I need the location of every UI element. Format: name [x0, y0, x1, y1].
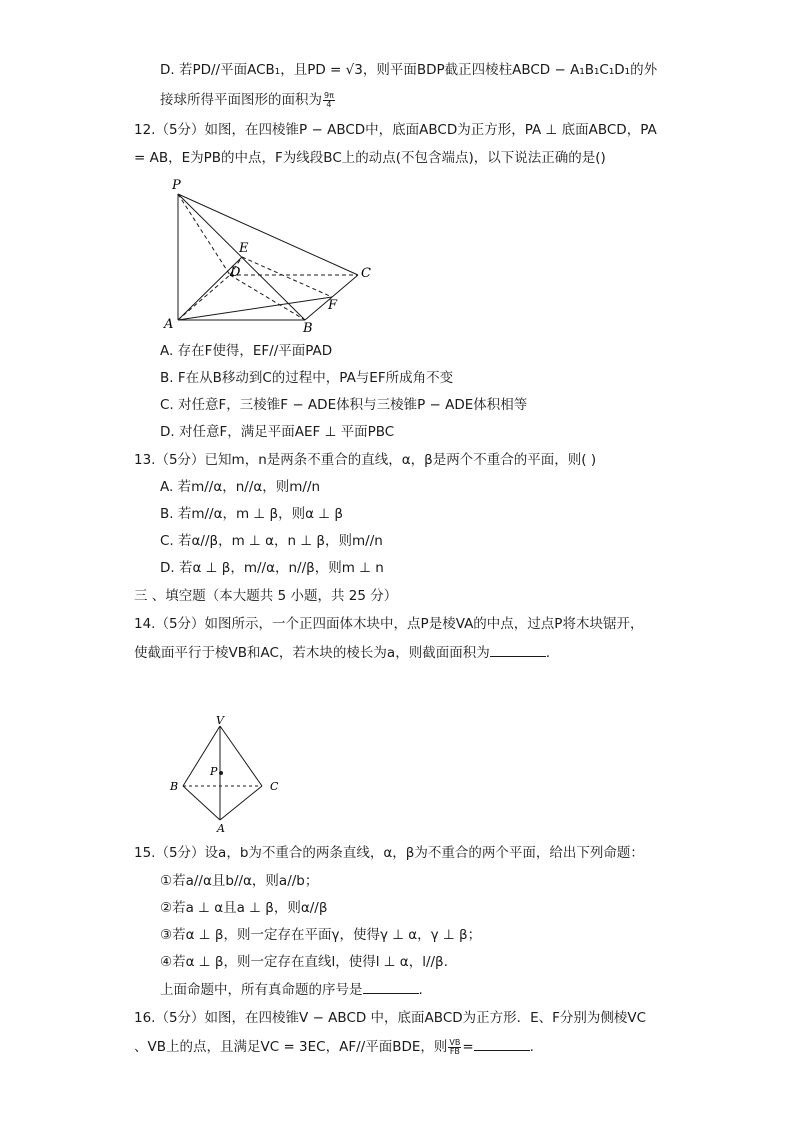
label-f: F	[328, 298, 338, 313]
q16-answer-blank	[474, 1036, 530, 1051]
section-3-title: 三 、填空题（本大题共 5 小题，共 25 分）	[134, 588, 398, 604]
edge-pc	[178, 194, 358, 275]
q11-option-d-line2	[160, 90, 336, 110]
q14-period: .	[545, 645, 550, 661]
label-c: C	[361, 266, 371, 281]
label-a: A	[164, 317, 174, 332]
q12-option-b: B. F在从B移动到C的过程中，PA与EF所成角不变	[160, 370, 454, 386]
q13-option-b: B. 若m//α，m ⊥ β，则α ⊥ β	[160, 506, 343, 522]
q15-item-1: ①若a//α且b//α，则a//b；	[160, 873, 319, 889]
q16-period: .	[529, 1039, 534, 1055]
q13-option-a: A. 若m//α，n//α，则m//n	[160, 479, 321, 495]
edge-ba	[183, 786, 220, 820]
q15-stem: 15.（5分）设a，b为不重合的两条直线，α，β为不重合的两个平面，给出下列命题：	[134, 845, 644, 861]
q14-stem-text: 使截面平行于棱VB和AC，若木块的棱长为a，则截面面积为	[134, 645, 490, 661]
q14-answer-blank	[490, 642, 546, 657]
q16-stem-line2	[134, 1036, 534, 1057]
q11-fraction-numerator: 9π	[324, 90, 334, 100]
q14-stem-line2	[134, 642, 550, 663]
q12-option-a: A. 存在F使得，EF//平面PAD	[160, 343, 333, 359]
q16-fraction	[448, 1039, 461, 1056]
q14-tetrahedron-figure	[160, 712, 290, 837]
q15-item-2: ②若a ⊥ α且a ⊥ β，则α//β	[160, 900, 328, 916]
q12-option-d: D. 对任意F，满足平面AEF ⊥ 平面PBC	[160, 424, 395, 440]
q12-stem-line2: = AB，E为PB的中点，F为线段BC上的动点(不包含端点)，以下说法正确的是()	[134, 150, 606, 166]
label-d: D	[230, 265, 241, 280]
q12-stem-line1: 12.（5分）如图，在四棱锥P − ABCD中，底面ABCD为正方形，PA ⊥ 底面ABCD，PA	[134, 122, 657, 138]
edge-ca	[220, 786, 262, 820]
q11-fraction	[323, 92, 335, 109]
point-p	[219, 771, 223, 775]
q15-answer-blank	[363, 979, 419, 994]
label-v: V	[216, 714, 224, 727]
q11-fraction-denominator: 4	[326, 99, 332, 109]
edge-db	[230, 275, 305, 320]
label-b: B	[170, 780, 179, 793]
q14-stem-line1: 14.（5分）如图所示，一个正四面体木块中，点P是棱VA的中点，过点P将木块锯开，	[134, 616, 644, 632]
q11-option-d-line1: D. 若PD//平面ACB₁，且PD = √3，则平面BDP截正四棱柱ABCD − A₁B₁C₁D₁的外	[160, 62, 658, 78]
q11-option-d-text: 接球所得平面图形的面积为	[160, 92, 322, 108]
edge-ef	[242, 257, 332, 297]
q15-item-4: ④若α ⊥ β，则一定存在直线l，使得l ⊥ α，l//β.	[160, 954, 448, 970]
label-e: E	[239, 241, 249, 256]
edge-vc	[220, 726, 262, 786]
q15-conclusion-text: 上面命题中，所有真命题的序号是	[160, 982, 363, 998]
label-a: A	[217, 822, 225, 835]
q15-period: .	[418, 982, 423, 998]
q12-pyramid-figure	[150, 172, 390, 337]
q13-option-d: D. 若α ⊥ β，m//α，n//β，则m ⊥ n	[160, 560, 384, 576]
q15-conclusion	[160, 979, 423, 1000]
q16-fraction-numerator: VB	[449, 1037, 461, 1047]
q12-option-c: C. 对任意F，三棱锥F − ADE体积与三棱锥P − ADE体积相等	[160, 397, 528, 413]
q15-item-3: ③若α ⊥ β，则一定存在平面γ，使得γ ⊥ α，γ ⊥ β；	[160, 927, 482, 943]
q16-stem-text: 、VB上的点，且满足VC = 3EC，AF//平面BDE，则	[134, 1039, 448, 1055]
q16-stem-line1: 16.（5分）如图，在四棱锥V − ABCD 中，底面ABCD为正方形．E、F分别为侧棱VC	[134, 1010, 647, 1026]
label-c: C	[270, 780, 279, 793]
q16-equals: =	[462, 1039, 474, 1055]
q13-option-c: C. 若α//β，m ⊥ α，n ⊥ β，则m//n	[160, 533, 383, 549]
q13-stem: 13.（5分）已知m，n是两条不重合的直线，α，β是两个不重合的平面，则( )	[134, 452, 597, 468]
label-p: P	[172, 178, 181, 193]
q16-fraction-denominator: FB	[449, 1046, 460, 1056]
label-b: B	[303, 321, 313, 336]
label-p: P	[210, 765, 218, 778]
